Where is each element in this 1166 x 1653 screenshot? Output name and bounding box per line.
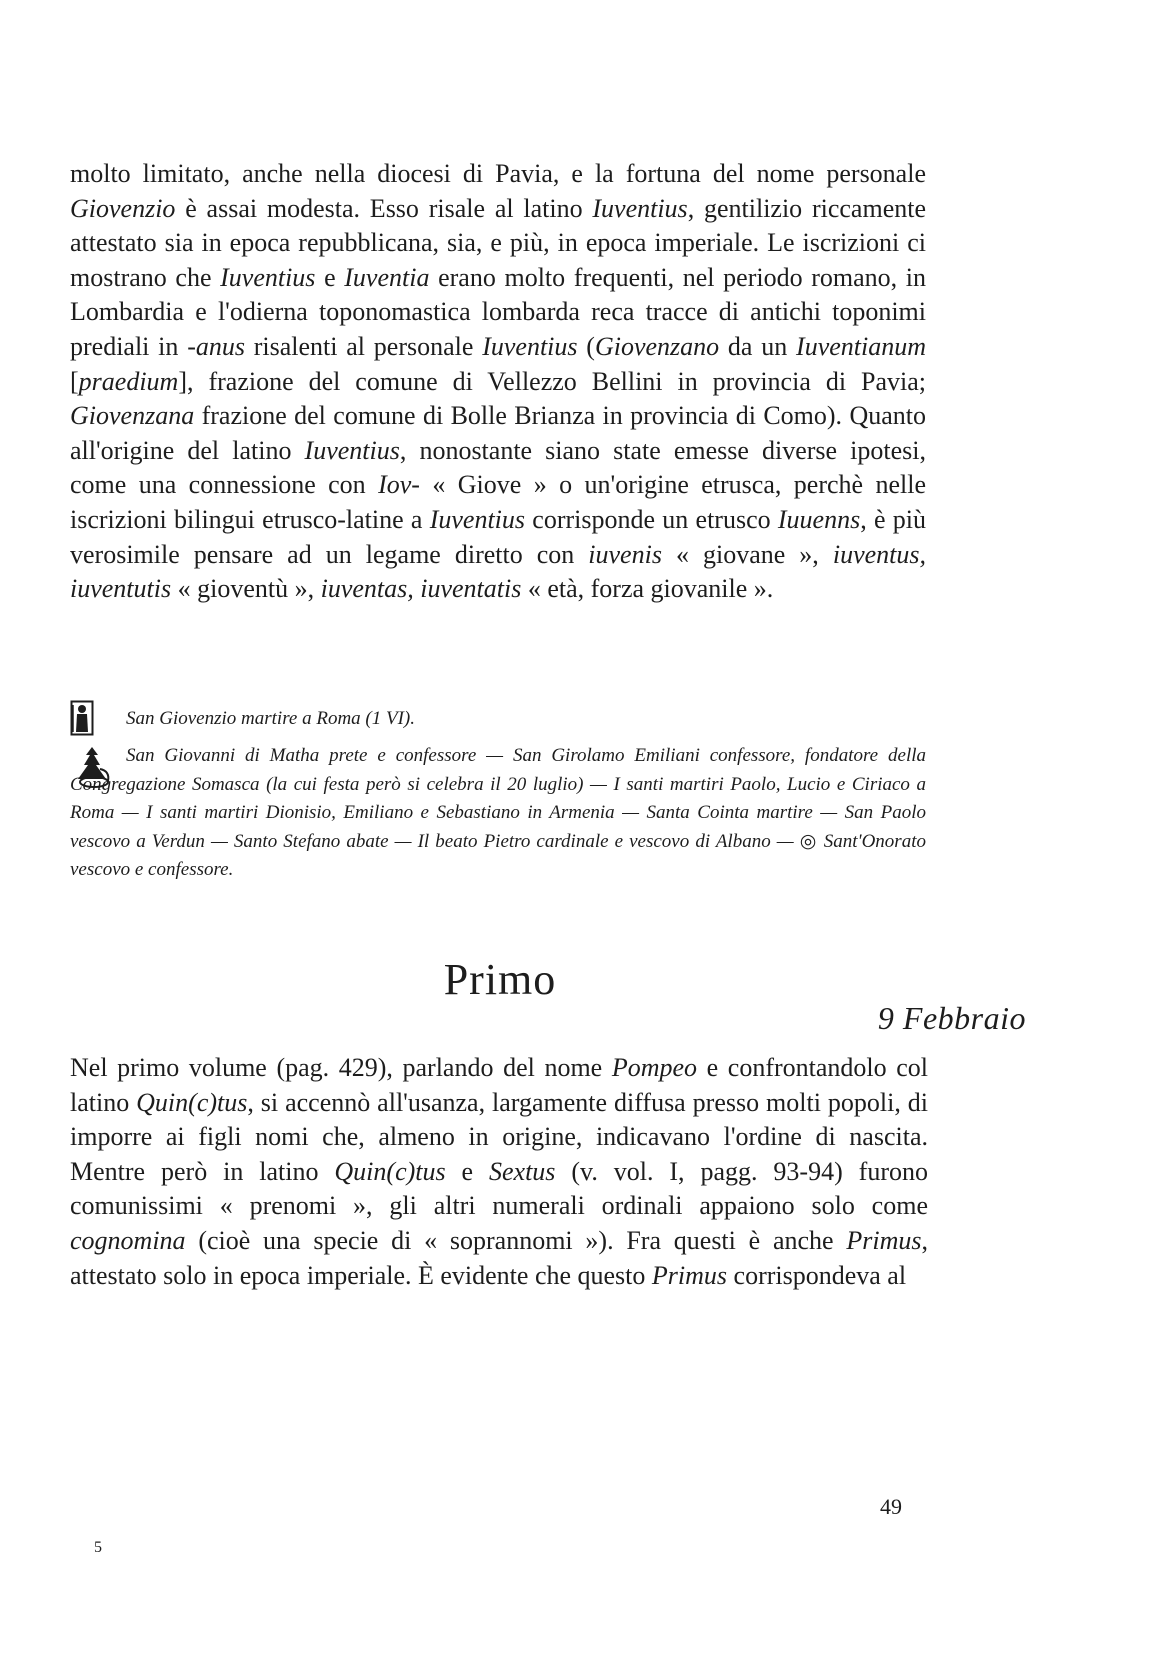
italic-term: iuventas, iuventatis: [320, 574, 522, 604]
text-run: Sant'Onorato vescovo e confessore.: [70, 830, 926, 880]
text-run: (cioè una specie di « soprannomi »). Fra questi è anche: [185, 1225, 847, 1255]
italic-term: cognomina: [70, 1225, 186, 1255]
italic-term: Iuventius: [482, 331, 578, 361]
text-run: , attestato solo in epoca imperiale. È evidente che questo: [70, 1225, 928, 1290]
page-number: 49: [880, 1494, 902, 1519]
italic-term: praedium: [78, 366, 179, 396]
note-giovenzio-martyr: San Giovenzio martire a Roma (1 VI).: [126, 708, 415, 729]
italic-term: Pompeo: [611, 1053, 698, 1082]
text-run: , è più verosimile pensare ad un legame diretto con: [70, 504, 926, 569]
paragraph-giovenzio-etymology: [70, 157, 926, 607]
text-run: Nel primo volume (pag. 429), parlando del nome: [70, 1053, 612, 1082]
text-run: e confrontandolo col latino: [70, 1053, 928, 1117]
text-run: , nonostante siano state emesse diverse ipotesi, come una connessione con: [70, 435, 927, 500]
text-run: è assai modesta. Esso risale al latino: [175, 193, 593, 223]
text-run: risalenti al personale: [244, 331, 483, 361]
italic-term: Quin(c)tus: [334, 1156, 446, 1186]
italic-term: Primus: [846, 1225, 922, 1255]
italic-term: Giovenzano: [594, 331, 720, 361]
text-run: e: [315, 262, 345, 292]
text-run: « giovane »,: [661, 539, 833, 569]
text-run: e: [445, 1156, 489, 1186]
text-run: , si accennò all'usanza, largamente diffusa presso molti popoli, di imporre ai figli nomi che, almeno in origine, indicavano l'ordine di nascita. Mentre però in latino: [70, 1087, 928, 1186]
circled-dot-icon: ◎: [799, 830, 818, 852]
text-run: « Giove » o un'origine etrusca, perchè nelle iscrizioni bilingui etrusco-latine a: [70, 470, 926, 534]
italic-term: Iuuenns: [777, 504, 861, 534]
text-run: « età, forza giovanile ».: [521, 574, 774, 604]
italic-term: Giovenzio: [70, 193, 176, 223]
text-run: , gentilizio riccamente attestato sia in epoca repubblicana, sia, e più, in epoca imperiale. Le iscrizioni ci mostrano che: [70, 193, 926, 292]
italic-term: Iuventius: [429, 504, 526, 534]
italic-term: -anus: [187, 331, 245, 361]
text-run: [: [70, 366, 79, 396]
italic-term: Quin(c)tus: [136, 1087, 248, 1117]
italic-term: Iuventius: [304, 435, 400, 465]
text-run: corrispondeva al: [727, 1260, 907, 1290]
text-run: (: [577, 331, 595, 361]
note-saints-list: [70, 742, 926, 885]
text-run: (v. vol. I, pagg. 93-94) furono comunissimi « prenomi », gli altri numerali ordinali appaiono solo come: [70, 1156, 928, 1221]
signature-mark: 5: [94, 1539, 102, 1556]
text-run: ], frazione del comune di Vellezzo Bellini in provincia di Pavia;: [178, 366, 926, 396]
italic-term: Sextus: [489, 1156, 556, 1186]
text-run: frazione del comune di Bolle Brianza in provincia di Como). Quanto all'origine del latino: [70, 401, 926, 465]
paragraph-primo-intro: [70, 1051, 928, 1293]
italic-term: Giovenzana: [70, 401, 195, 431]
italic-term: Iov-: [378, 470, 420, 500]
text-run: San Giovanni di Matha prete e confessore — San Girolamo Emiliani confessore, fondatore della Congregazione Somasca (la cui festa però si celebra il 20 luglio) — I santi martiri Paolo, Lucio e Ciriaco a Roma — I santi martiri Dionisio, Emiliano e Sebastiano in Armenia — Santa Cointa martire — San Paolo vescovo a Verdun — Santo Stefano abate — Il beato Pietro cardinale e vescovo di Albano —: [70, 745, 926, 852]
text-run: molto limitato, anche nella diocesi di Pavia, e la fortuna del nome personale: [70, 159, 926, 188]
italic-term: Iuventianum: [796, 331, 926, 361]
italic-term: iuventus, iuventutis: [70, 539, 926, 604]
italic-term: Iuventius: [220, 262, 316, 292]
italic-term: Primus: [651, 1260, 728, 1290]
text-run: corrisponde un etrusco: [525, 504, 778, 534]
text-run: erano molto frequenti, nel periodo romano, in Lombardia e l'odierna toponomastica lombarda reca tracce di antichi toponimi prediali in: [70, 262, 927, 361]
italic-term: Iuventius: [592, 193, 688, 223]
section-date: 9 Febbraio: [877, 1000, 1026, 1036]
section-title: Primo: [443, 955, 557, 1004]
text-run: da un: [719, 331, 797, 361]
text-run: « gioventù »,: [171, 574, 321, 604]
italic-term: iuvenis: [588, 539, 662, 569]
italic-term: Iuventia: [344, 262, 430, 292]
